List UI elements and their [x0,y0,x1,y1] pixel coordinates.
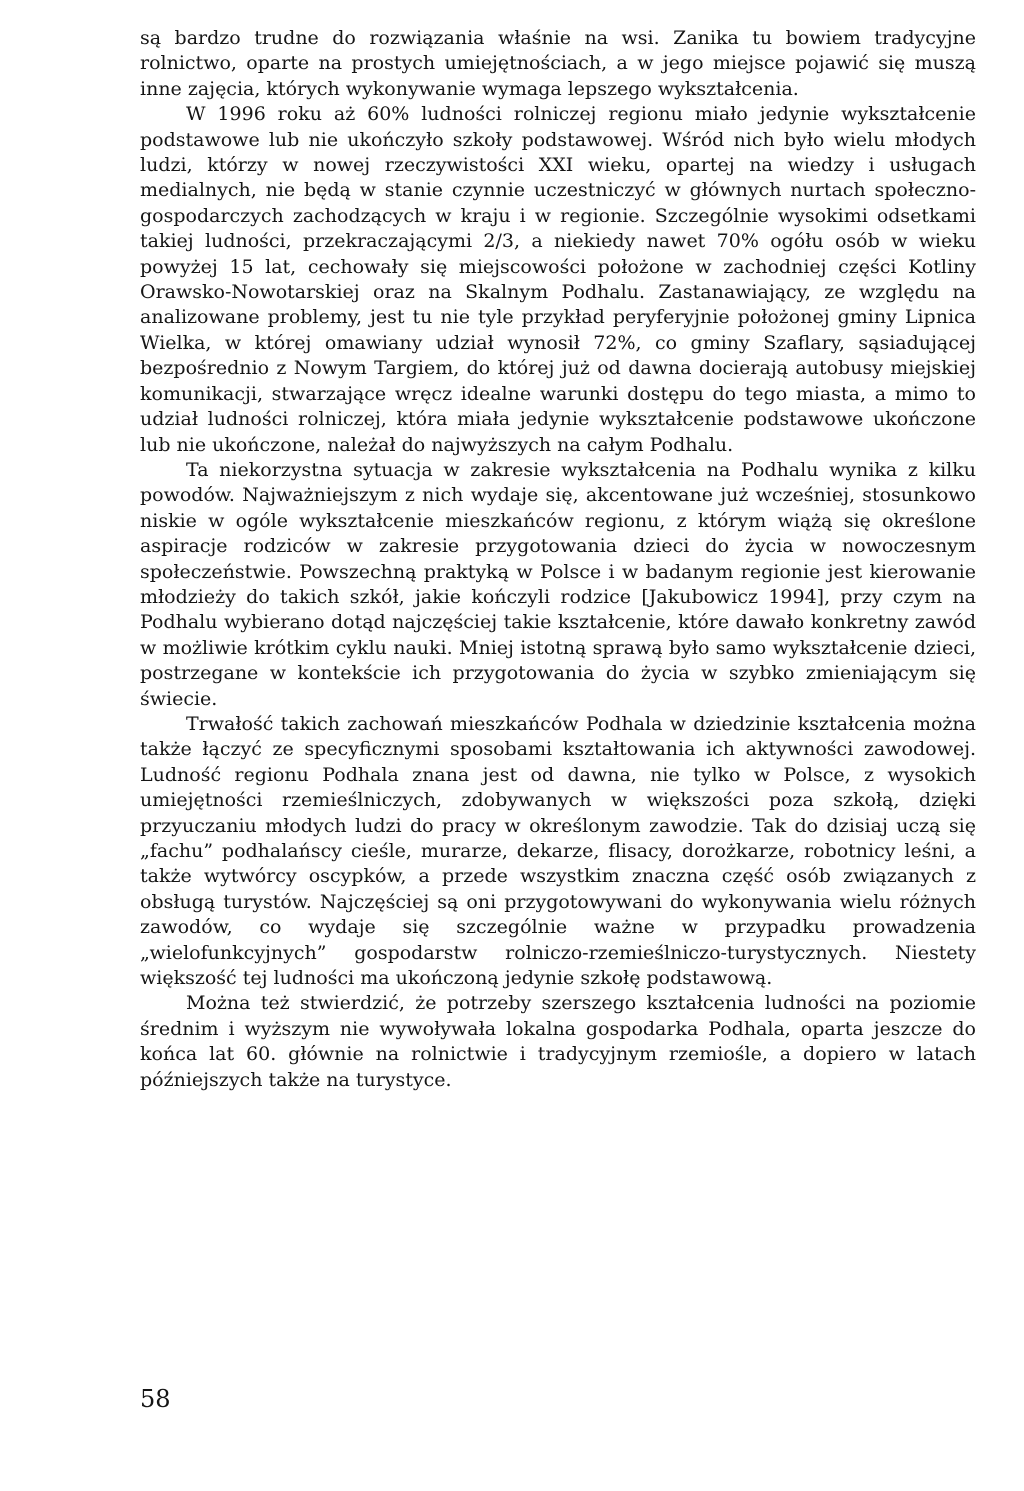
page-body [140,26,976,1093]
paragraph-education-1996: W 1996 roku aż 60% ludności rolniczej regionu miało jedynie wykształcenie podstawowe lub nie ukończyło szkoły podstawowej. Wśród nich było wielu młodych ludzi, którzy w nowej rzeczywistości XXI wieku, opartej na wiedzy i usługach medialnych, nie będą w stanie czynnie uczestniczyć w głównych nurtach społeczno-gospodarczych zachodzących w kraju i w regionie. Szczególnie wysokimi odsetkami takiej ludności, przekraczającymi 2/3, a niekiedy nawet 70% ogółu osób w wieku powyżej 15 lat, cechowały się miejscowości położone w zachodniej części Kotliny Orawsko-Nowotarskiej oraz na Skalnym Podhalu. Zastanawiający, ze względu na analizowane problemy, jest tu nie tyle przykład peryferyjnie położonej gminy Lipnica Wielka, w której omawiany udział wynosił 72%, co gminy Szaflary, sąsiadującej bezpośrednio z Nowym Targiem, do której już od dawna docierają autobusy miejskiej komunikacji, stwarzające wręcz idealne warunki dostępu do tego miasta, a mimo to udział ludności rolniczej, która miała jedynie wykształcenie podstawowe ukończone lub nie ukończone, należał do najwyższych na całym Podhalu. [140,103,976,456]
paragraph-continuation: są bardzo trudne do rozwiązania właśnie na wsi. Zanika tu bowiem tradycyjne rolnictwo, oparte na prostych umiejętnościach, a w jego miejsce pojawić się muszą inne zajęcia, których wykonywanie wymaga lepszego wykształcenia. [140,27,976,100]
paragraph-local-economy: Można też stwierdzić, że potrzeby szerszego kształcenia ludności na poziomie średnim i wyższym nie wywoływała lokalna gospodarka Podhala, oparta jeszcze do końca lat 60. głównie na rolnictwie i tradycyjnym rzemiośle, a dopiero w latach późniejszych także na turystyce. [140,992,976,1091]
paragraph-unfavourable-situation: Ta niekorzystna sytuacja w zakresie wykształcenia na Podhalu wynika z kilku powodów. Najważniejszym z nich wydaje się, akcentowane już wcześniej, stosunkowo niskie w ogóle wykształcenie mieszkańców regionu, z którym wiążą się określone aspiracje rodziców w zakresie przygotowania dzieci do życia w nowoczesnym społeczeństwie. Powszechną praktyką w Polsce i w badanym regionie jest kierowanie młodzieży do takich szkół, jakie kończyli rodzice [Jakubowicz 1994], przy czym na Podhalu wybierano dotąd najczęściej takie kształcenie, które dawało konkretny zawód w możliwie krótkim cyklu nauki. Mniej istotną sprawą było samo wykształcenie dzieci, postrzegane w kontekście ich przygotowania do życia w szybko zmieniającym się świecie. [140,458,976,710]
page-number: 58 [140,1385,171,1413]
paragraph-persistence-behaviour: Trwałość takich zachowań mieszkańców Podhala w dziedzinie kształcenia można także łączyć ze specyficznymi sposobami kształtowania ich aktywności zawodowej. Ludność regionu Podhala znana jest od dawna, nie tylko w Polsce, z wysokich umiejętności rzemieślniczych, zdobywanych w większości poza szkołą, dzięki przyuczaniu młodych ludzi do pracy w określonym zawodzie. Tak do dzisiaj uczą się „fachu” podhalańscy cieśle, murarze, dekarze, flisacy, dorożkarze, robotnicy leśni, a także wytwórcy oscypków, a przede wszystkim znaczna część osób związanych z obsługą turystów. Najczęściej są oni przygotowywani do wykonywania wielu różnych zawodów, co wydaje się szczególnie ważne w przypadku prowadzenia „wielofunkcyjnych” gospodarstw rolniczo-rzemieślniczo-turystycznych. Niestety większość tej ludności ma ukończoną jedynie szkołę podstawową. [140,712,976,990]
